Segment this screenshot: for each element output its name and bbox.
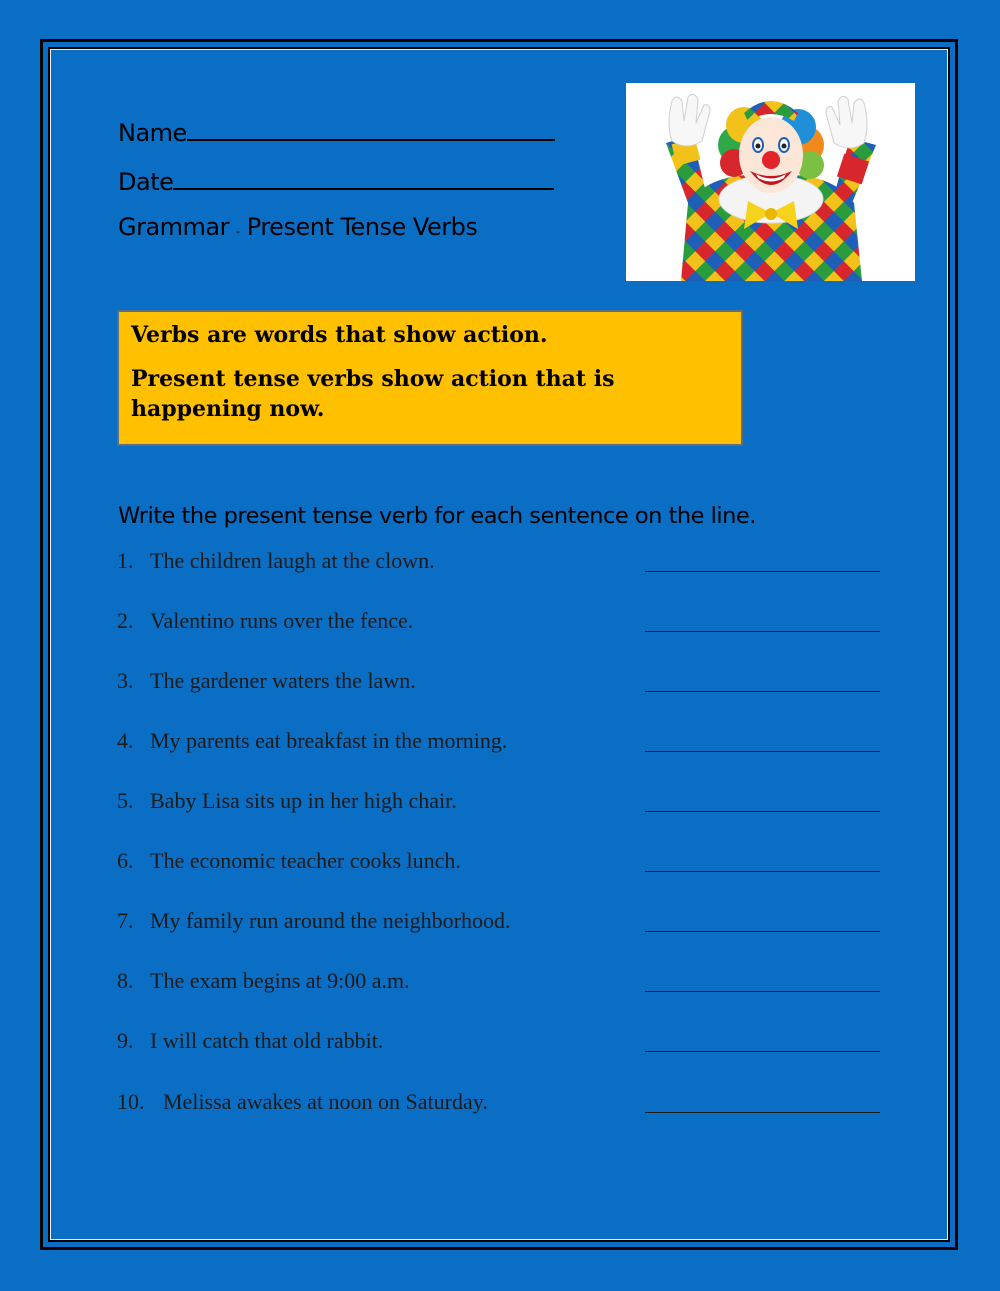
sentence-number: 9. <box>117 1028 134 1053</box>
answer-line-1[interactable] <box>645 570 880 572</box>
sentence-number: 3. <box>117 668 134 693</box>
sentence-number: 6. <box>117 848 134 873</box>
sentence-text: I will catch that old rabbit. <box>150 1028 384 1053</box>
sentence-number: 10. <box>117 1089 145 1114</box>
sentence-text: The economic teacher cooks lunch. <box>150 848 461 873</box>
sentence-number: 1. <box>117 548 134 573</box>
definition-line-1: Verbs are words that show action. <box>131 322 548 348</box>
sentence-text: The gardener waters the lawn. <box>150 668 416 693</box>
worksheet-title <box>118 213 477 241</box>
answer-line-9[interactable] <box>645 1050 880 1052</box>
sentence-text: My parents eat breakfast in the morning. <box>150 728 508 753</box>
definition-line-2: Present tense verbs show action that is happening now. <box>131 366 615 422</box>
sentence-text: Valentino runs over the fence. <box>150 608 414 633</box>
definition-box <box>117 310 743 446</box>
answer-line-2[interactable] <box>645 630 880 632</box>
sentence-text: The exam begins at 9:00 a.m. <box>150 968 410 993</box>
answer-line-8[interactable] <box>645 990 880 992</box>
answer-line-10[interactable] <box>645 1111 880 1113</box>
sentence-item-1 <box>117 548 887 580</box>
name-label: Name <box>118 119 187 147</box>
sentence-item-9 <box>117 1028 887 1060</box>
answer-line-7[interactable] <box>645 930 880 932</box>
name-blank-line[interactable] <box>187 117 555 141</box>
clown-image <box>626 83 915 281</box>
name-field[interactable] <box>118 117 555 147</box>
sentence-number: 8. <box>117 968 134 993</box>
answer-line-3[interactable] <box>645 690 880 692</box>
sentence-item-3 <box>117 668 887 700</box>
date-blank-line[interactable] <box>173 166 554 190</box>
date-field[interactable] <box>118 166 554 196</box>
sentence-text: Melissa awakes at noon on Saturday. <box>163 1089 488 1114</box>
sentence-text: The children laugh at the clown. <box>150 548 435 573</box>
sentence-number: 7. <box>117 908 134 933</box>
instructions-text: Write the present tense verb for each sentence on the line. <box>118 503 756 529</box>
sentence-item-10 <box>117 1089 887 1121</box>
title-separator: - <box>236 225 240 238</box>
sentence-item-5 <box>117 788 887 820</box>
subject-label: Grammar <box>118 213 230 241</box>
topic-label: Present Tense Verbs <box>246 213 478 241</box>
sentence-item-6 <box>117 848 887 880</box>
sentence-item-4 <box>117 728 887 760</box>
sentence-text: My family run around the neighborhood. <box>150 908 511 933</box>
sentence-item-7 <box>117 908 887 940</box>
sentence-item-2 <box>117 608 887 640</box>
answer-line-6[interactable] <box>645 870 880 872</box>
answer-line-4[interactable] <box>645 750 880 752</box>
sentence-text: Baby Lisa sits up in her high chair. <box>150 788 457 813</box>
sentence-number: 5. <box>117 788 134 813</box>
answer-line-5[interactable] <box>645 810 880 812</box>
sentence-item-8 <box>117 968 887 1000</box>
sentence-number: 4. <box>117 728 134 753</box>
clown-illustration <box>626 83 915 281</box>
sentence-number: 2. <box>117 608 134 633</box>
date-label: Date <box>118 168 174 196</box>
